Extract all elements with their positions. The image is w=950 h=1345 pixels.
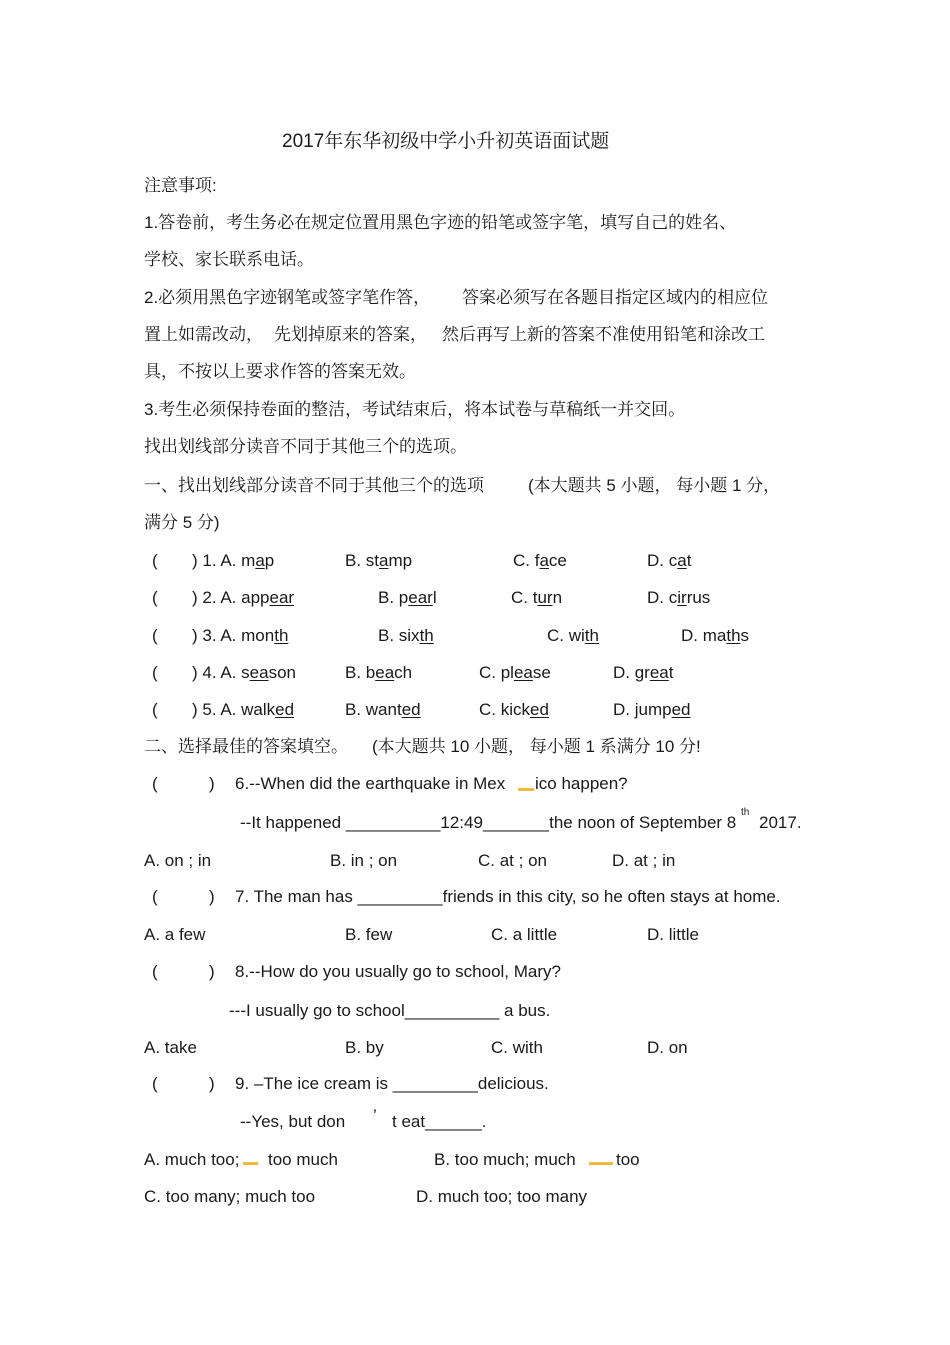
- question-1: ) 1. A. map: [192, 551, 275, 570]
- option-c: C. at ; on: [478, 851, 547, 870]
- answer-paren-open: (: [152, 1074, 158, 1093]
- question-6-answer: --It happened __________12:49_______the noon of September 8: [240, 813, 737, 832]
- question-8-answer: ---I usually go to school__________ a bus.: [229, 1001, 551, 1020]
- question-8-stem: 8.--How do you usually go to school, Mary?: [235, 962, 561, 981]
- option-a-cont: too much: [268, 1150, 338, 1169]
- option-b: B. few: [345, 925, 393, 944]
- option-b: B. in ; on: [330, 851, 398, 870]
- option-d: D. little: [647, 925, 699, 944]
- option-d: D. jumped: [613, 700, 691, 719]
- notice-item-1-line-1: 1.答卷前，考生务必在规定位置用黑色字迹的铅笔或签字笔，填写自己的姓名、: [144, 213, 737, 232]
- option-d: D. maths: [681, 626, 750, 645]
- answer-paren-close: ): [209, 962, 215, 981]
- option-b-cont: too: [616, 1150, 640, 1169]
- question-6-stem-a: 6.--When did the earthquake in Mex: [235, 774, 506, 793]
- instruction: 找出划线部分读音不同于其他三个的选项。: [144, 437, 467, 456]
- answer-paren-close: ): [209, 1074, 215, 1093]
- notice-item-3: 3.考生必须保持卷面的整洁，考试结束后，将本试卷与草稿纸一并交回。: [144, 400, 686, 419]
- answer-paren-open: (: [152, 774, 158, 793]
- notice-heading: 注意事项:: [144, 176, 217, 195]
- option-b: B. beach: [345, 663, 413, 682]
- answer-paren: (: [152, 626, 158, 645]
- notice-item-2-line-2a: 置上如需改动，: [144, 325, 263, 344]
- option-b: B. wanted: [345, 700, 421, 719]
- answer-paren-open: (: [152, 887, 158, 906]
- section1-heading-b: (本大题共 5 小题， 每小题 1 分，: [528, 476, 781, 495]
- question-3: ) 3. A. month: [192, 626, 289, 645]
- highlight-mark: [243, 1162, 258, 1165]
- option-d: D. on: [647, 1038, 688, 1057]
- option-c: C. please: [479, 663, 551, 682]
- option-c: C. too many; much too: [144, 1187, 316, 1206]
- answer-paren-close: ): [209, 887, 215, 906]
- section1-heading-c: 满分 5 分): [144, 513, 220, 532]
- notice-item-2-line-1a: 2.必须用黑色字迹钢笔或签字笔作答，: [144, 288, 431, 307]
- answer-paren: (: [152, 700, 158, 719]
- notice-item-2-line-1b: 答案必须写在各题目指定区域内的相应位: [462, 288, 768, 307]
- highlight-mark: [518, 788, 534, 791]
- option-b: B. pearl: [378, 588, 437, 607]
- option-d: D. at ; in: [612, 851, 676, 870]
- option-c: C. kicked: [479, 700, 549, 719]
- section1-heading-a: 一、找出划线部分读音不同于其他三个的选项: [144, 476, 484, 495]
- question-9-answer-b: t eat______.: [392, 1112, 487, 1131]
- option-c: C. turn: [511, 588, 563, 607]
- option-b: B. by: [345, 1038, 384, 1057]
- option-d: D. cirrus: [647, 588, 711, 607]
- superscript-th: th: [741, 807, 750, 818]
- page-title: 2017年东华初级中学小升初英语面试题: [282, 131, 610, 152]
- highlight-mark: [589, 1162, 613, 1165]
- notice-item-2-line-3: 具，不按以上要求作答的答案无效。: [144, 362, 416, 381]
- option-c: C. with: [547, 626, 599, 645]
- notice-item-1-line-2: 学校、家长联系电话。: [144, 250, 314, 269]
- answer-paren: (: [152, 588, 158, 607]
- question-7-stem: 7. The man has _________friends in this city, so he often stays at home.: [235, 887, 781, 906]
- section2-heading-a: 二、选择最佳的答案填空。: [144, 737, 348, 756]
- option-b: B. too much; much: [434, 1150, 576, 1169]
- answer-paren-open: (: [152, 962, 158, 981]
- option-a: A. on ; in: [144, 851, 212, 870]
- section2-heading-b: (本大题共 10 小题， 每小题 1 系满分 10 分!: [372, 737, 701, 756]
- option-c: C. a little: [491, 925, 558, 944]
- option-a: A. take: [144, 1038, 197, 1057]
- option-d: D. great: [613, 663, 674, 682]
- question-2: ) 2. A. appear: [192, 588, 295, 607]
- question-9-stem: 9. –The ice cream is _________delicious.: [235, 1074, 549, 1093]
- notice-item-2-line-2c: 然后再写上新的答案不准使用铅笔和涂改工: [442, 325, 765, 344]
- answer-paren: (: [152, 551, 158, 570]
- option-b: B. sixth: [378, 626, 434, 645]
- question-4: ) 4. A. season: [192, 663, 296, 682]
- question-6-stem-b: ico happen?: [535, 774, 628, 793]
- answer-paren: (: [152, 663, 158, 682]
- option-a: A. a few: [144, 925, 206, 944]
- apostrophe: ’: [373, 1106, 377, 1125]
- option-d: D. cat: [647, 551, 692, 570]
- question-5: ) 5. A. walked: [192, 700, 295, 719]
- option-c: C. with: [491, 1038, 543, 1057]
- question-9-answer-a: --Yes, but don: [240, 1112, 346, 1131]
- option-c: C. face: [513, 551, 567, 570]
- answer-paren-close: ): [209, 774, 215, 793]
- notice-item-2-line-2b: 先划掉原来的答案，: [274, 325, 427, 344]
- question-6-answer-year: 2017.: [759, 813, 802, 832]
- option-d: D. much too; too many: [416, 1187, 588, 1206]
- option-b: B. stamp: [345, 551, 413, 570]
- option-a: A. much too;: [144, 1150, 240, 1169]
